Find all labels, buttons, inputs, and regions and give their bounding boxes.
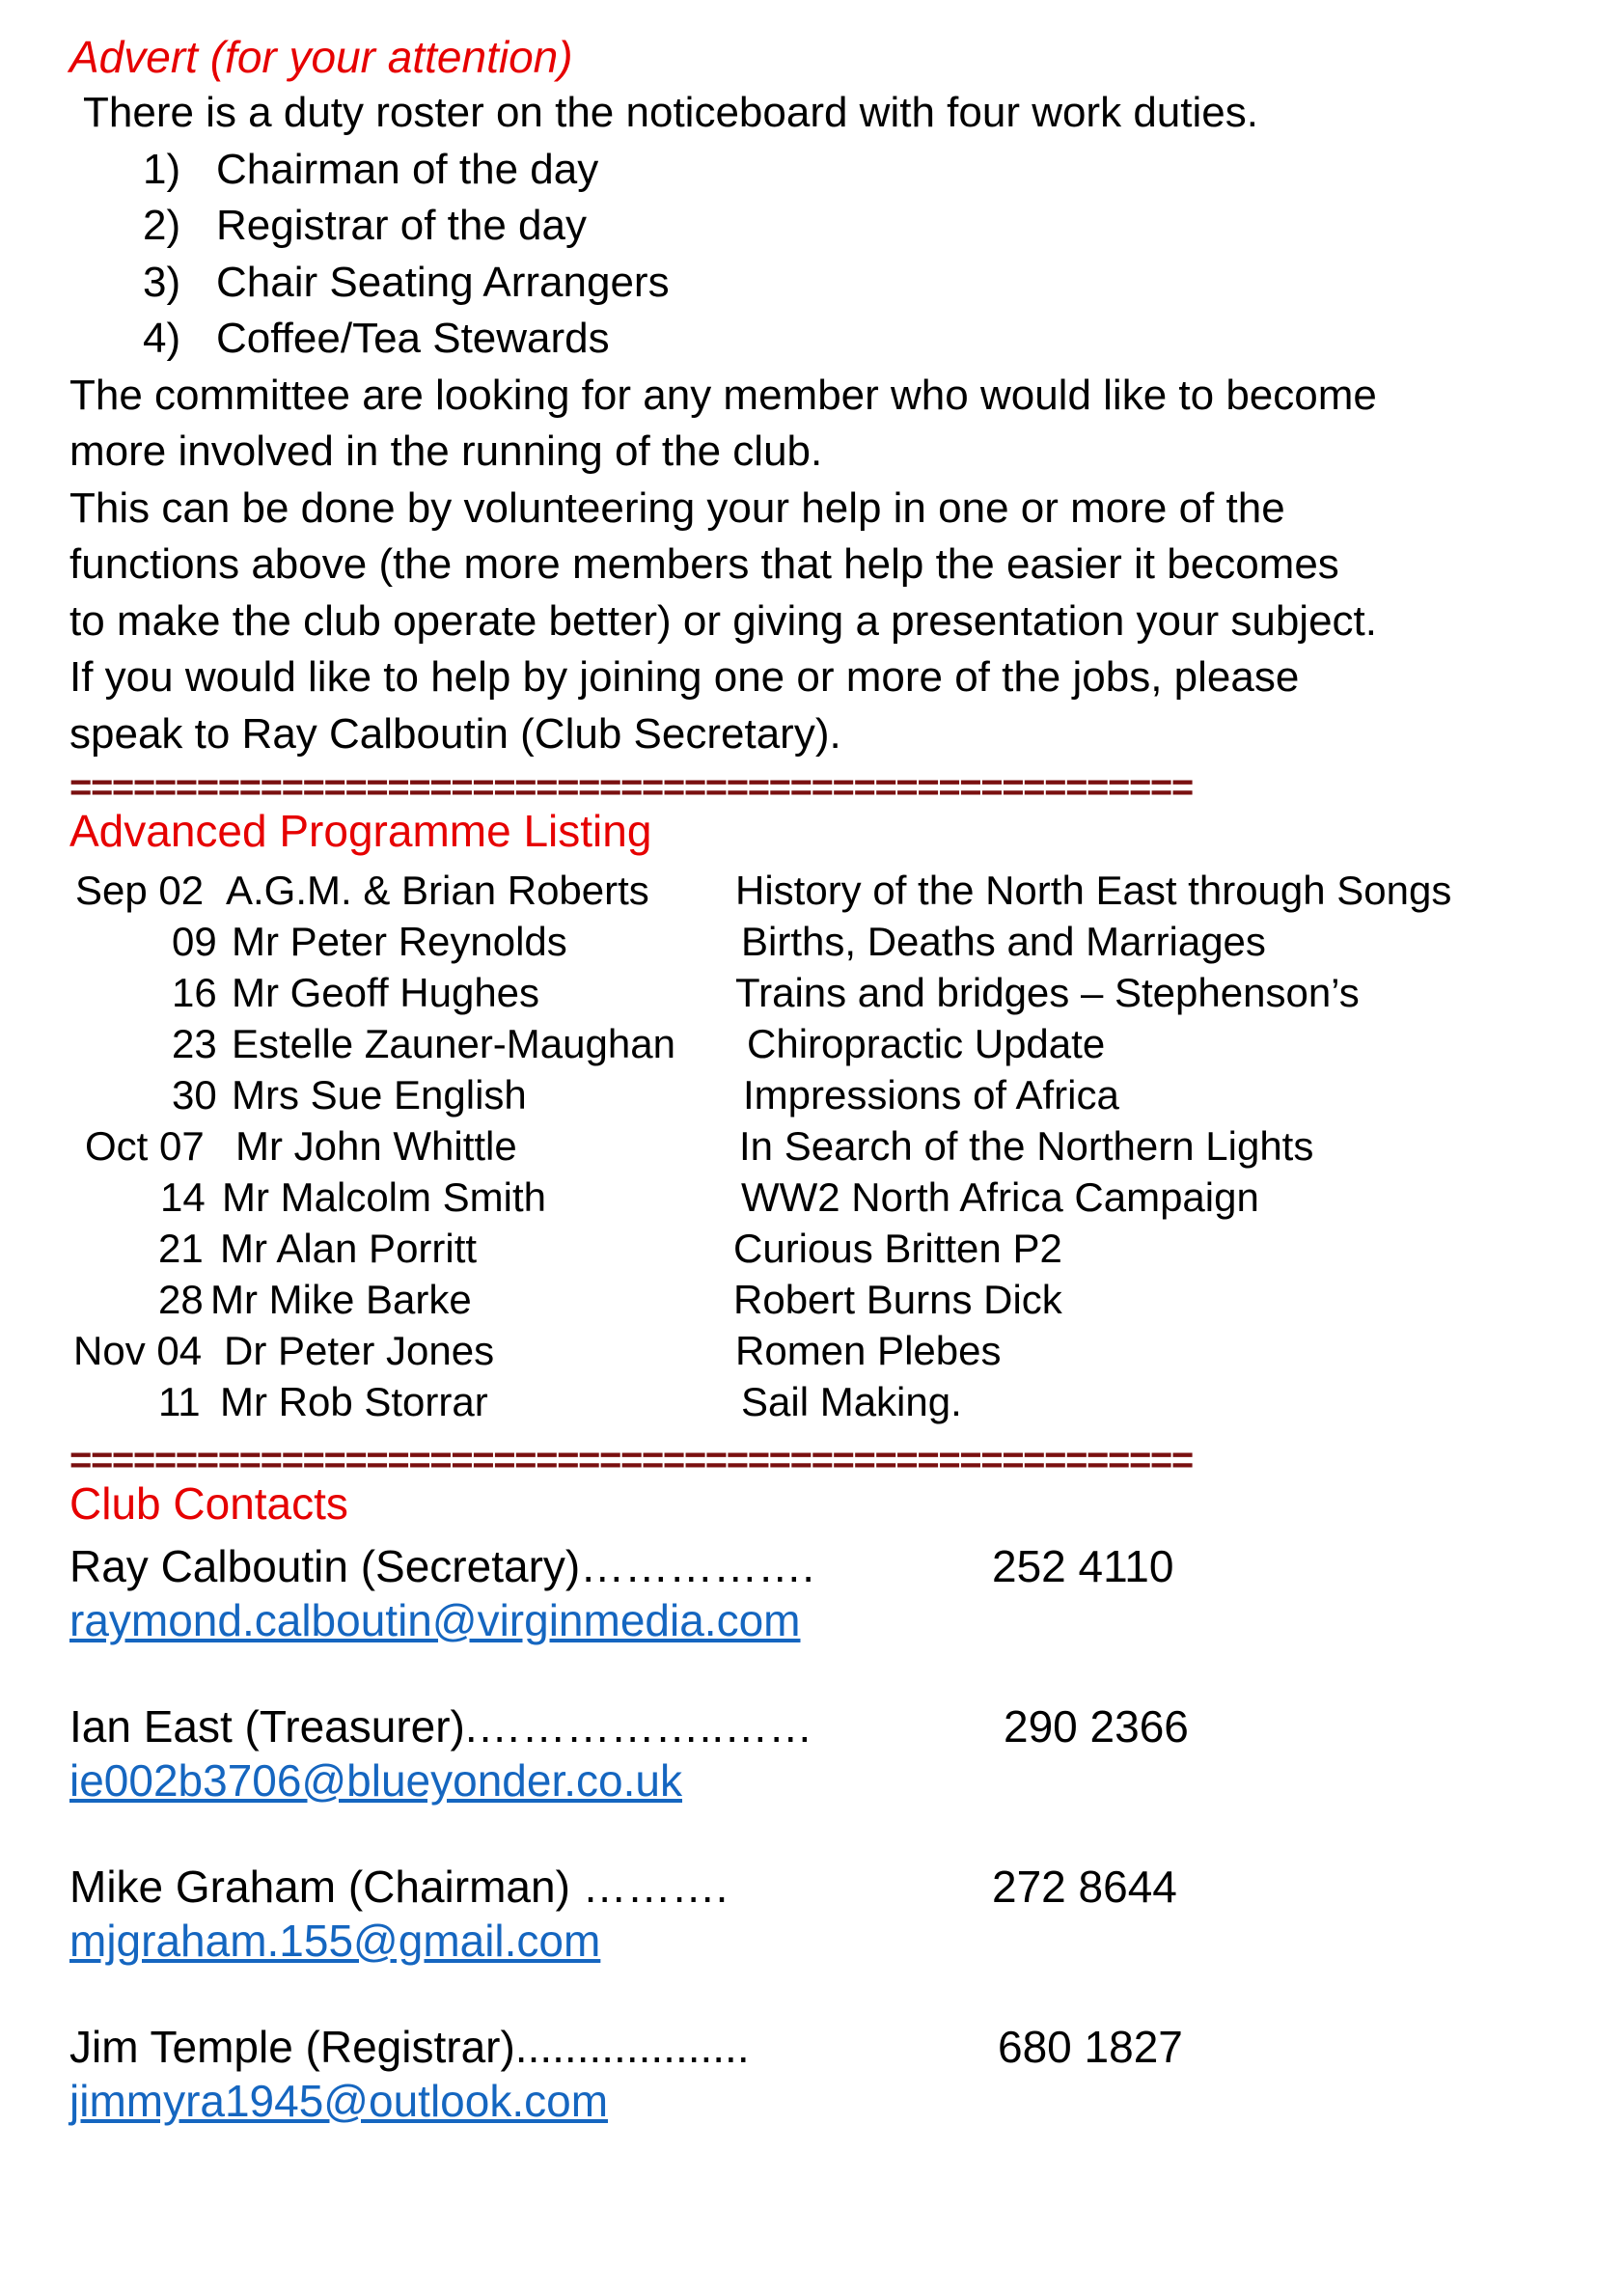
section-divider: ===================================================== (69, 1441, 1193, 1476)
programme-date: 28 (158, 1277, 204, 1322)
contact-entry (69, 1860, 1565, 1968)
contact-phone: 680 1827 (998, 2022, 1183, 2072)
programme-date: 23 (172, 1021, 217, 1066)
duty-number: 4) (143, 315, 181, 362)
programme-date: 21 (158, 1226, 204, 1271)
contact-line (69, 1539, 1565, 1593)
programme-title: Curious Britten P2 (733, 1226, 1062, 1271)
duty-label: Chairman of the day (216, 145, 599, 193)
programme-row (69, 1325, 1565, 1376)
advert-intro: There is a duty roster on the noticeboard with four work duties. (83, 89, 1258, 136)
duty-number: 1) (143, 145, 181, 193)
contact-email-link[interactable]: jimmyra1945@outlook.com (69, 2076, 609, 2126)
programme-row (69, 967, 1565, 1018)
advert-line: more involved in the running of the club. (69, 428, 823, 475)
programme-title: Impressions of Africa (743, 1072, 1119, 1117)
programme-title: Sail Making. (741, 1379, 962, 1424)
programme-speaker: A.G.M. & Brian Roberts (226, 868, 649, 913)
advert-line: speak to Ray Calboutin (Club Secretary). (69, 709, 841, 758)
duty-label: Chair Seating Arrangers (216, 258, 670, 306)
programme-date: 16 (172, 970, 217, 1015)
programme-speaker: Mr Alan Porritt (220, 1226, 478, 1271)
contact-line (69, 1699, 1565, 1753)
programme-title: Robert Burns Dick (733, 1277, 1062, 1322)
contact-email-link[interactable]: ie002b3706@blueyonder.co.uk (69, 1755, 682, 1806)
contact-entry (69, 2020, 1565, 2128)
advert-line: to make the club operate better) or giving a presentation your subject. (69, 596, 1377, 645)
programme-section (69, 803, 1565, 1427)
duty-number: 2) (143, 202, 181, 249)
programme-speaker: Mr Geoff Hughes (232, 970, 540, 1015)
duty-item (69, 198, 1565, 255)
duty-label: Registrar of the day (216, 202, 587, 249)
duty-item (69, 255, 1565, 312)
advert-section (69, 29, 1565, 762)
advert-line: This can be done by volunteering your help in one or more of the (69, 483, 1285, 532)
programme-date: 09 (172, 919, 217, 964)
programme-speaker: Mr Peter Reynolds (232, 919, 567, 964)
advert-line: If you would like to help by joining one or more of the jobs, please (69, 653, 1300, 701)
programme-title: Chiropractic Update (747, 1021, 1106, 1066)
duty-number: 3) (143, 258, 181, 306)
programme-row (69, 916, 1565, 967)
programme-row (69, 1274, 1565, 1325)
contact-phone: 290 2366 (1004, 1701, 1189, 1752)
programme-title: Trains and bridges – Stephenson’s (735, 970, 1360, 1015)
programme-title: In Search of the Northern Lights (739, 1123, 1314, 1169)
programme-speaker: Mr Mike Barke (210, 1277, 472, 1322)
programme-title: Romen Plebes (735, 1328, 1002, 1373)
contact-line (69, 2020, 1565, 2074)
duty-list (69, 142, 1565, 368)
contact-name: Jim Temple (Registrar)................... (69, 2022, 750, 2072)
programme-date: 14 (160, 1174, 206, 1220)
programme-row (69, 1018, 1565, 1069)
programme-list (69, 865, 1565, 1427)
contact-email-link[interactable]: mjgraham.155@gmail.com (69, 1916, 601, 1966)
contact-name: Ian East (Treasurer).……………..…… (69, 1701, 813, 1752)
contacts-list (69, 1539, 1565, 2128)
duty-label: Coffee/Tea Stewards (216, 315, 610, 362)
advert-line: The committee are looking for any member who would like to become (69, 371, 1377, 419)
contacts-section (69, 1476, 1565, 2128)
duty-item (69, 311, 1565, 368)
programme-title: WW2 North Africa Campaign (741, 1174, 1259, 1220)
programme-title: Births, Deaths and Marriages (741, 919, 1266, 964)
newsletter-page (69, 29, 1565, 2180)
programme-row (69, 1069, 1565, 1120)
contacts-heading: Club Contacts (69, 1478, 348, 1529)
programme-date: 11 (158, 1379, 201, 1424)
programme-row (69, 1120, 1565, 1172)
programme-speaker: Mr Malcolm Smith (222, 1174, 547, 1220)
contact-entry (69, 1699, 1565, 1807)
contact-line (69, 1860, 1565, 1914)
programme-speaker: Mrs Sue English (232, 1072, 527, 1117)
duty-item (69, 142, 1565, 199)
contact-name: Ray Calboutin (Secretary)……………. (69, 1541, 814, 1591)
programme-row (69, 865, 1565, 916)
programme-speaker: Estelle Zauner-Maughan (232, 1021, 675, 1066)
programme-row (69, 1223, 1565, 1274)
contact-phone: 252 4110 (992, 1541, 1174, 1591)
contact-name: Mike Graham (Chairman) ………. (69, 1862, 729, 1912)
programme-speaker: Mr Rob Storrar (220, 1379, 488, 1424)
programme-row (69, 1376, 1565, 1427)
programme-title: History of the North East through Songs (735, 868, 1452, 913)
advert-line: functions above (the more members that help the easier it becomes (69, 540, 1339, 588)
contact-entry (69, 1539, 1565, 1647)
programme-date: Sep 02 (75, 868, 205, 913)
programme-speaker: Mr John Whittle (235, 1123, 517, 1169)
programme-date: Nov 04 (73, 1328, 203, 1373)
contact-phone: 272 8644 (992, 1862, 1177, 1912)
programme-row (69, 1172, 1565, 1223)
programme-speaker: Dr Peter Jones (224, 1328, 495, 1373)
programme-heading: Advanced Programme Listing (69, 806, 652, 856)
programme-date: Oct 07 (85, 1123, 205, 1169)
contact-email-link[interactable]: raymond.calboutin@virginmedia.com (69, 1595, 801, 1645)
advert-heading: Advert (for your attention) (69, 32, 573, 82)
programme-date: 30 (172, 1072, 217, 1117)
section-divider: ===================================================== (69, 768, 1193, 803)
